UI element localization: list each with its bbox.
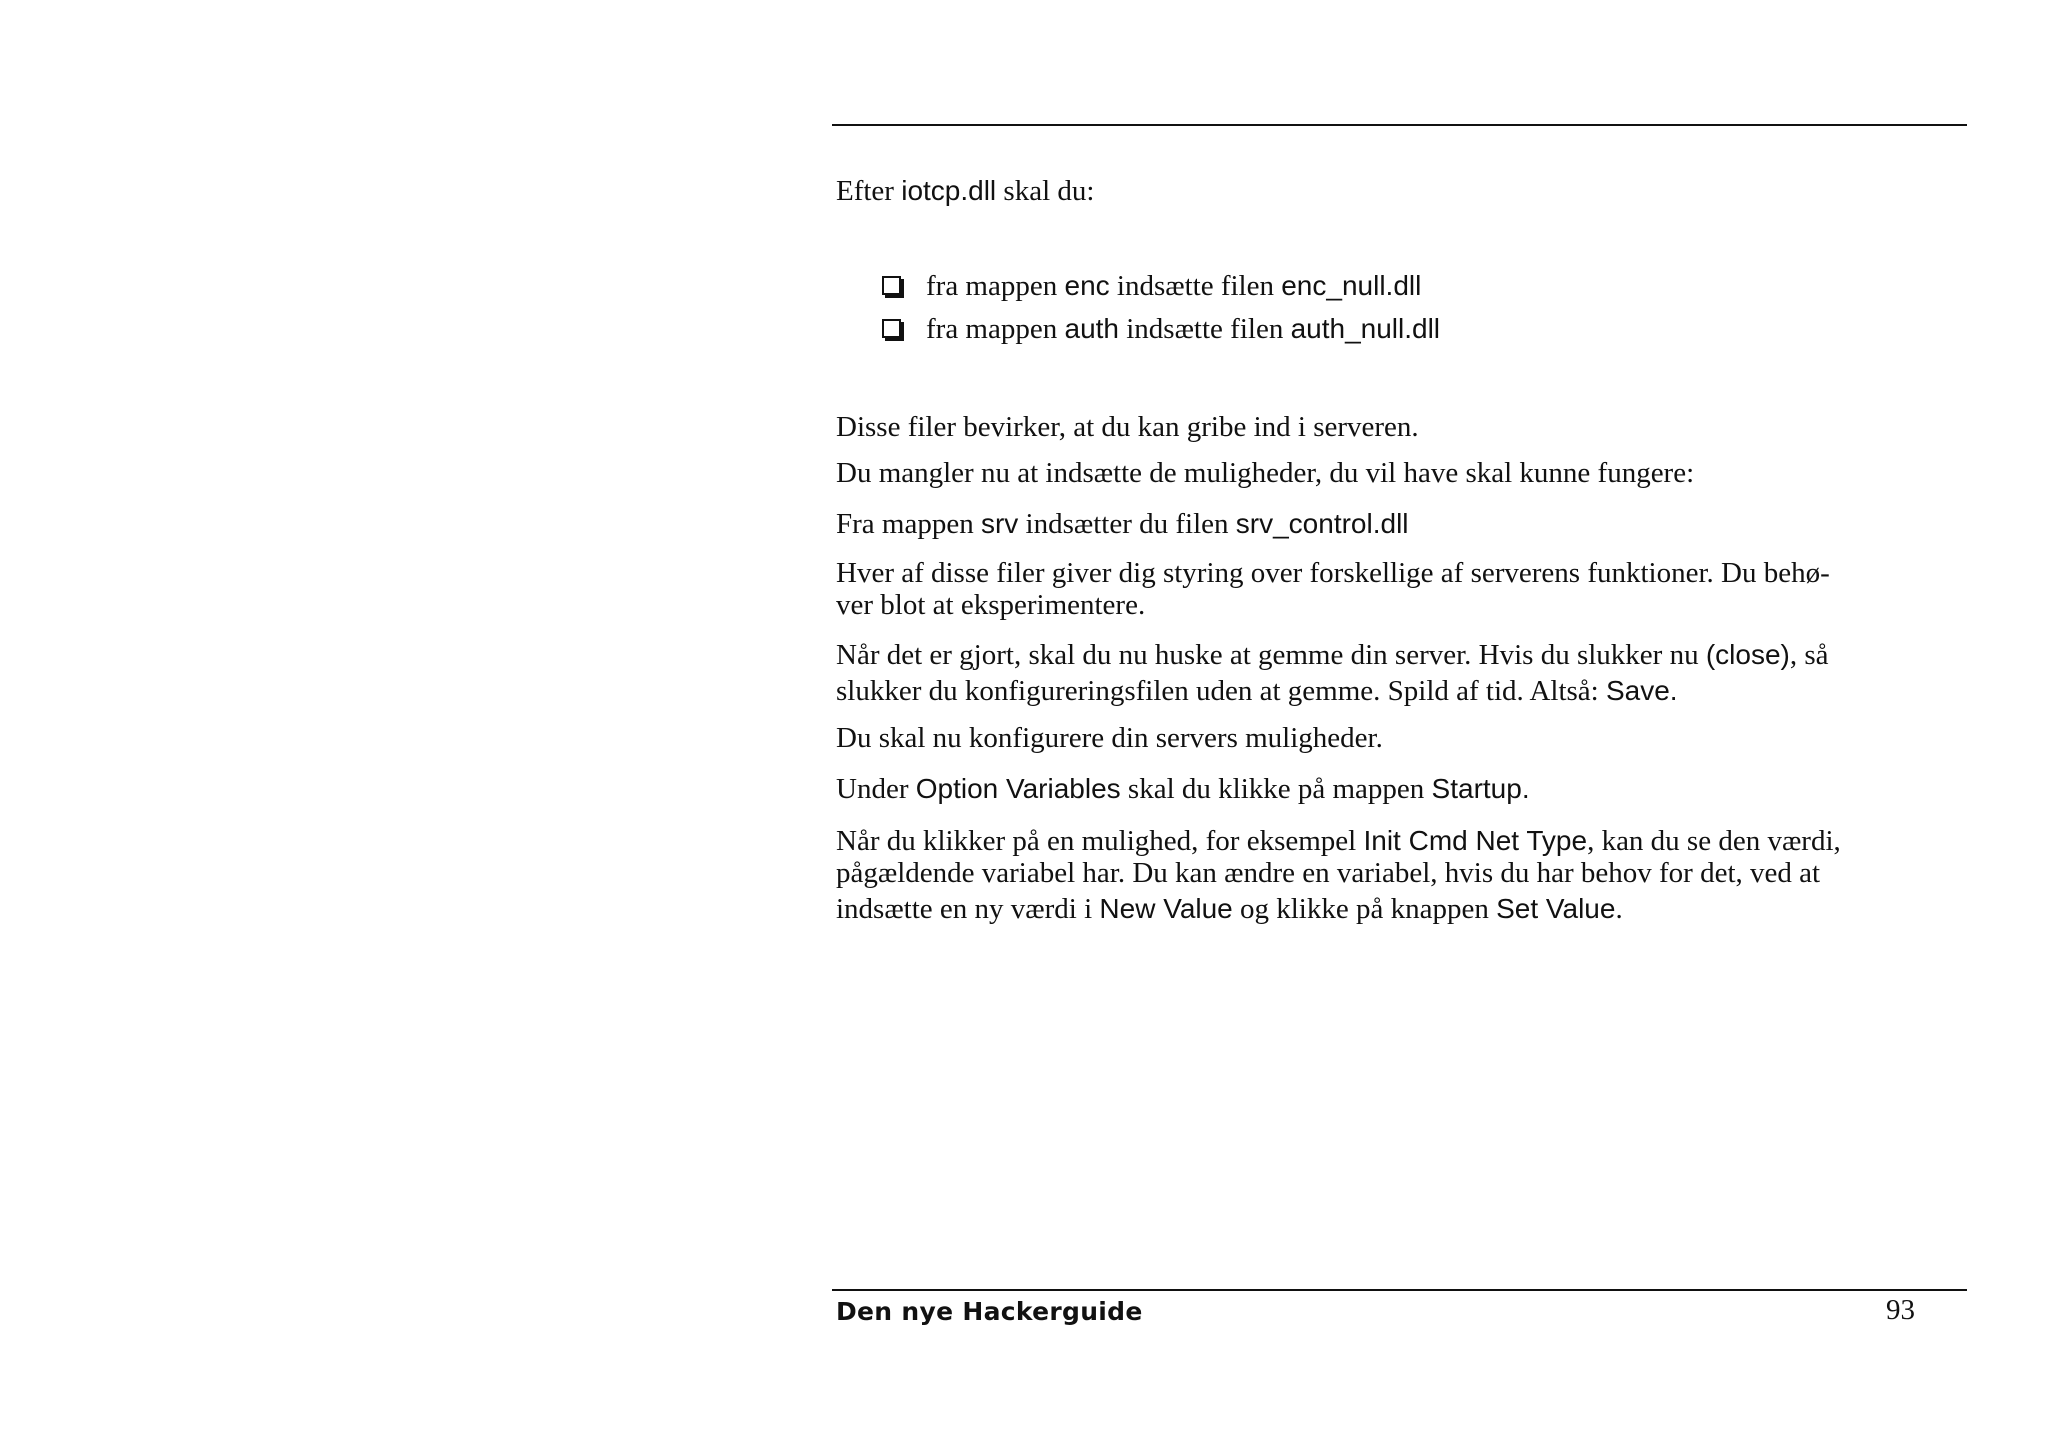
text: Fra mappen — [836, 508, 981, 540]
text: fra mappen — [926, 270, 1065, 302]
command-close: (close) — [1705, 639, 1790, 670]
text: indsætter du filen — [1018, 508, 1236, 540]
filename-iotcp: iotcp.dll — [901, 175, 997, 206]
footer-rule — [832, 1289, 1967, 1291]
ui-init-cmd-net-type: Init Cmd Net Type — [1363, 825, 1588, 856]
footer-book-title: Den nye Hackerguide — [836, 1297, 1143, 1326]
filename: auth_null.dll — [1290, 313, 1441, 344]
command-save: Save. — [1605, 675, 1678, 706]
para-klikker-line3 — [836, 893, 1966, 925]
folder-name: auth — [1064, 313, 1119, 344]
text: skal du klikke på mappen — [1120, 773, 1432, 805]
checkbox-bullet-icon — [882, 276, 901, 295]
para-mangler: Du mangler nu at indsætte de muligheder, du vil have skal kunne fungere: — [836, 457, 1695, 489]
text: og klikke på knappen — [1232, 893, 1497, 925]
folder-name: srv — [980, 508, 1019, 539]
text: , kan du se den værdi, — [1587, 825, 1841, 857]
para-under — [836, 773, 1966, 805]
text: Når du klikker på en mulighed, for eksempel — [836, 825, 1364, 857]
list-item — [882, 313, 1440, 356]
ui-option-variables: Option Variables — [915, 773, 1121, 804]
para-konfigurere: Du skal nu konfigurere din servers muligheder. — [836, 722, 1383, 754]
ui-set-value: Set Value — [1496, 893, 1616, 924]
text: . — [1615, 893, 1623, 925]
para-fra-mappen — [836, 508, 1966, 540]
checkbox-bullet-icon — [882, 319, 901, 338]
para-efter — [836, 175, 1966, 207]
para-disse: Disse filer bevirker, at du kan gribe ind i serveren. — [836, 411, 1419, 443]
header-rule — [832, 124, 1967, 126]
para-hver-line1: Hver af disse filer giver dig styring over forskellige af serverens funktioner. Du behø- — [836, 557, 1830, 589]
para-klikker-line2: pågældende variabel har. Du kan ændre en variabel, hvis du har behov for det, ved at — [836, 857, 1821, 889]
text: Når det er gjort, skal du nu huske at gemme din server. Hvis du slukker nu — [836, 639, 1706, 671]
para-naar-gjort-line1 — [836, 639, 1966, 671]
text: Efter — [836, 175, 902, 207]
para-naar-gjort-line2 — [836, 675, 1966, 707]
text: Under — [836, 773, 916, 805]
text: indsætte filen — [1119, 313, 1291, 345]
page-number: 93 — [1886, 1294, 1915, 1326]
text: skal du: — [996, 175, 1095, 207]
file-list — [882, 270, 1440, 356]
text: indsætte filen — [1109, 270, 1282, 302]
filename: srv_control.dll — [1235, 508, 1409, 539]
ui-startup: Startup. — [1431, 773, 1530, 804]
text: fra mappen — [926, 313, 1065, 345]
text: indsætte en ny værdi i — [836, 893, 1100, 925]
filename: enc_null.dll — [1281, 270, 1422, 301]
list-item — [882, 270, 1440, 313]
para-klikker-line1 — [836, 825, 1966, 857]
text: , så — [1789, 639, 1829, 671]
folder-name: enc — [1064, 270, 1110, 301]
para-hver-line2: ver blot at eksperimentere. — [836, 589, 1146, 621]
ui-new-value: New Value — [1099, 893, 1233, 924]
text: slukker du konfigureringsfilen uden at gemme. Spild af tid. Altså: — [836, 675, 1606, 707]
